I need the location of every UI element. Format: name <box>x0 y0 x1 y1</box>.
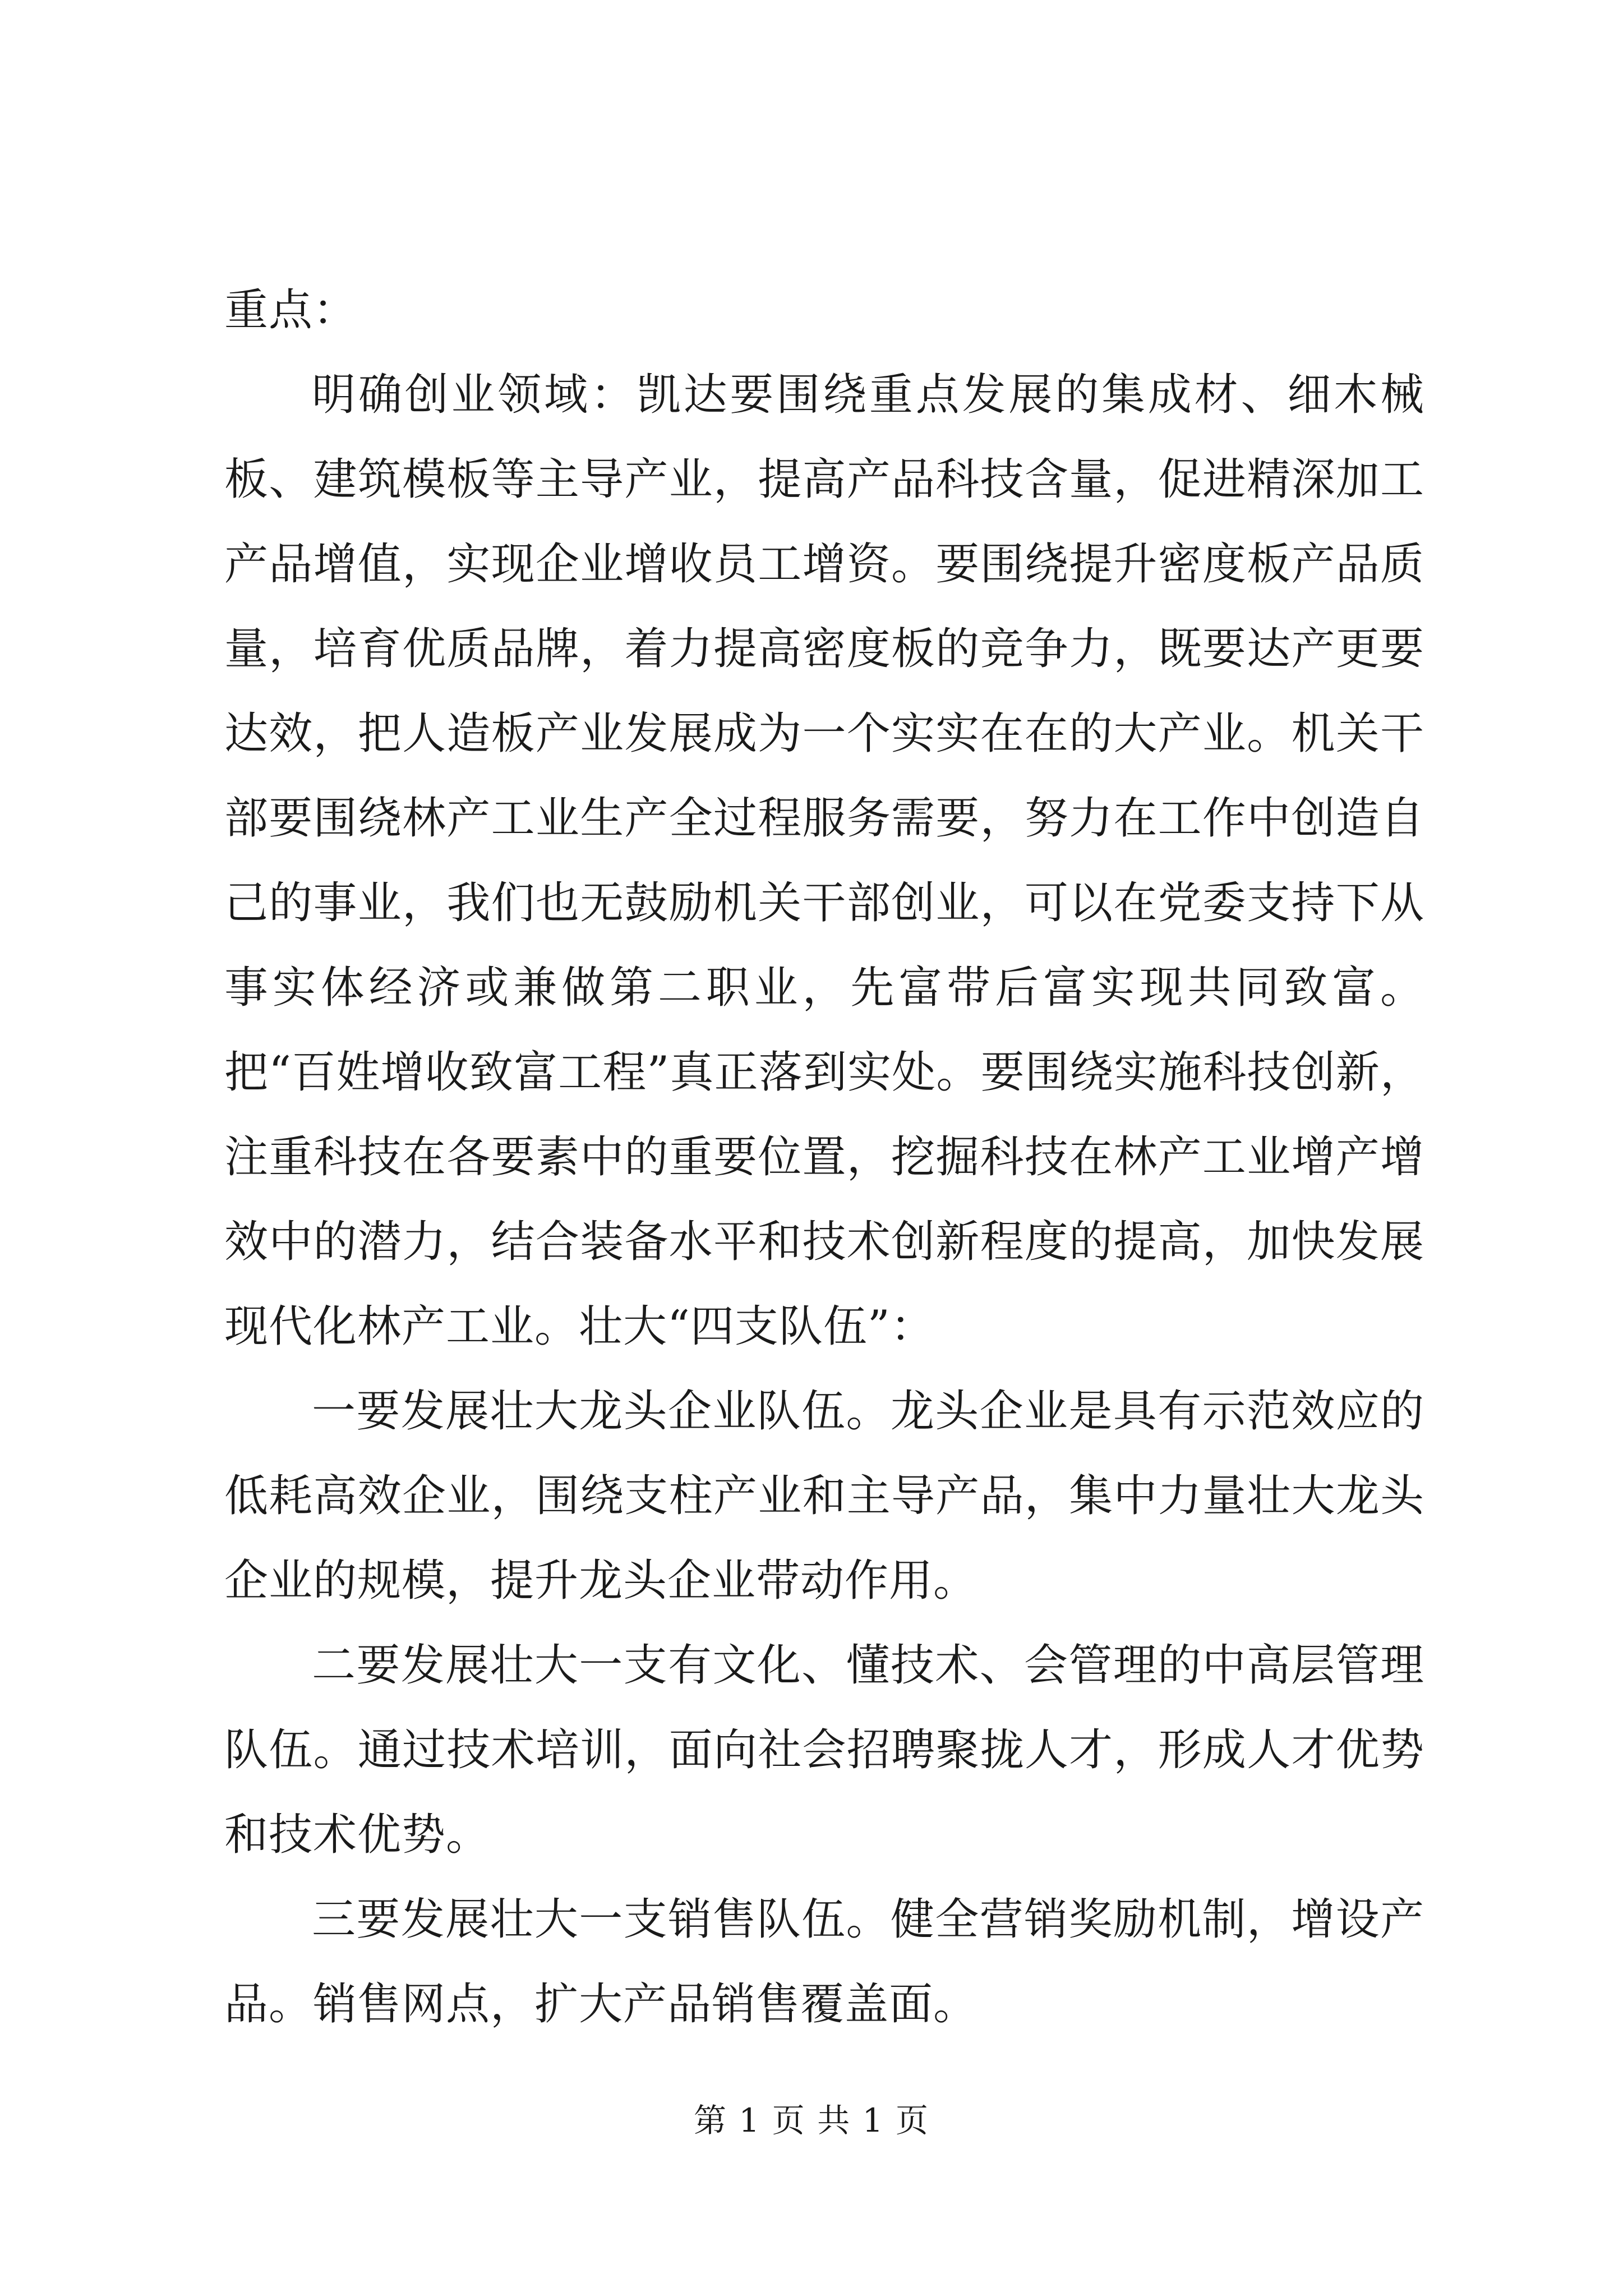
document-body <box>224 268 1424 2047</box>
paragraph-startup-fields: 明确创业领域：凯达要围绕重点发展的集成材、细木械板、建筑模板等主导产业，提高产品科技含量，促进精深加工产品增值，实现企业增收员工增资。要围绕提升密度板产品质量，培育优质品牌，着力提高密度板的竞争力，既要达产更要达效，把人造板产业发展成为一个实实在在的大产业。机关干部要围绕林产工业生产全过程服务需要，努力在工作中创造自己的事业，我们也无鼓励机关干部创业，可以在党委支持下从事实体经济或兼做第二职业，先富带后富实现共同致富。把“百姓增收致富工程”真正落到实处。要围绕实施科技创新，注重科技在各要素中的重要位置，挖掘科技在林产工业增产增效中的潜力，结合装备水平和技术创新程度的提高，加快发展现代化林产工业。壮大“四支队伍”： <box>224 370 1424 1352</box>
paragraph-management-team: 二要发展壮大一支有文化、懂技术、会管理的中高层管理队伍。通过技术培训，面向社会招聘聚拢人才，形成人才优势和技术优势。 <box>224 1640 1424 1860</box>
page-footer: 第 1 页 共 1 页 <box>694 2101 929 2139</box>
paragraph-heading: 重点： <box>224 285 358 335</box>
paragraph-sales-team: 三要发展壮大一支销售队伍。健全营销奖励机制，增设产品。销售网点，扩大产品销售覆盖面。 <box>224 1894 1424 2030</box>
paragraph-leading-enterprises: 一要发展壮大龙头企业队伍。龙头企业是具有示范效应的低耗高效企业，围绕支柱产业和主导产品，集中力量壮大龙头企业的规模，提升龙头企业带动作用。 <box>224 1386 1424 1606</box>
